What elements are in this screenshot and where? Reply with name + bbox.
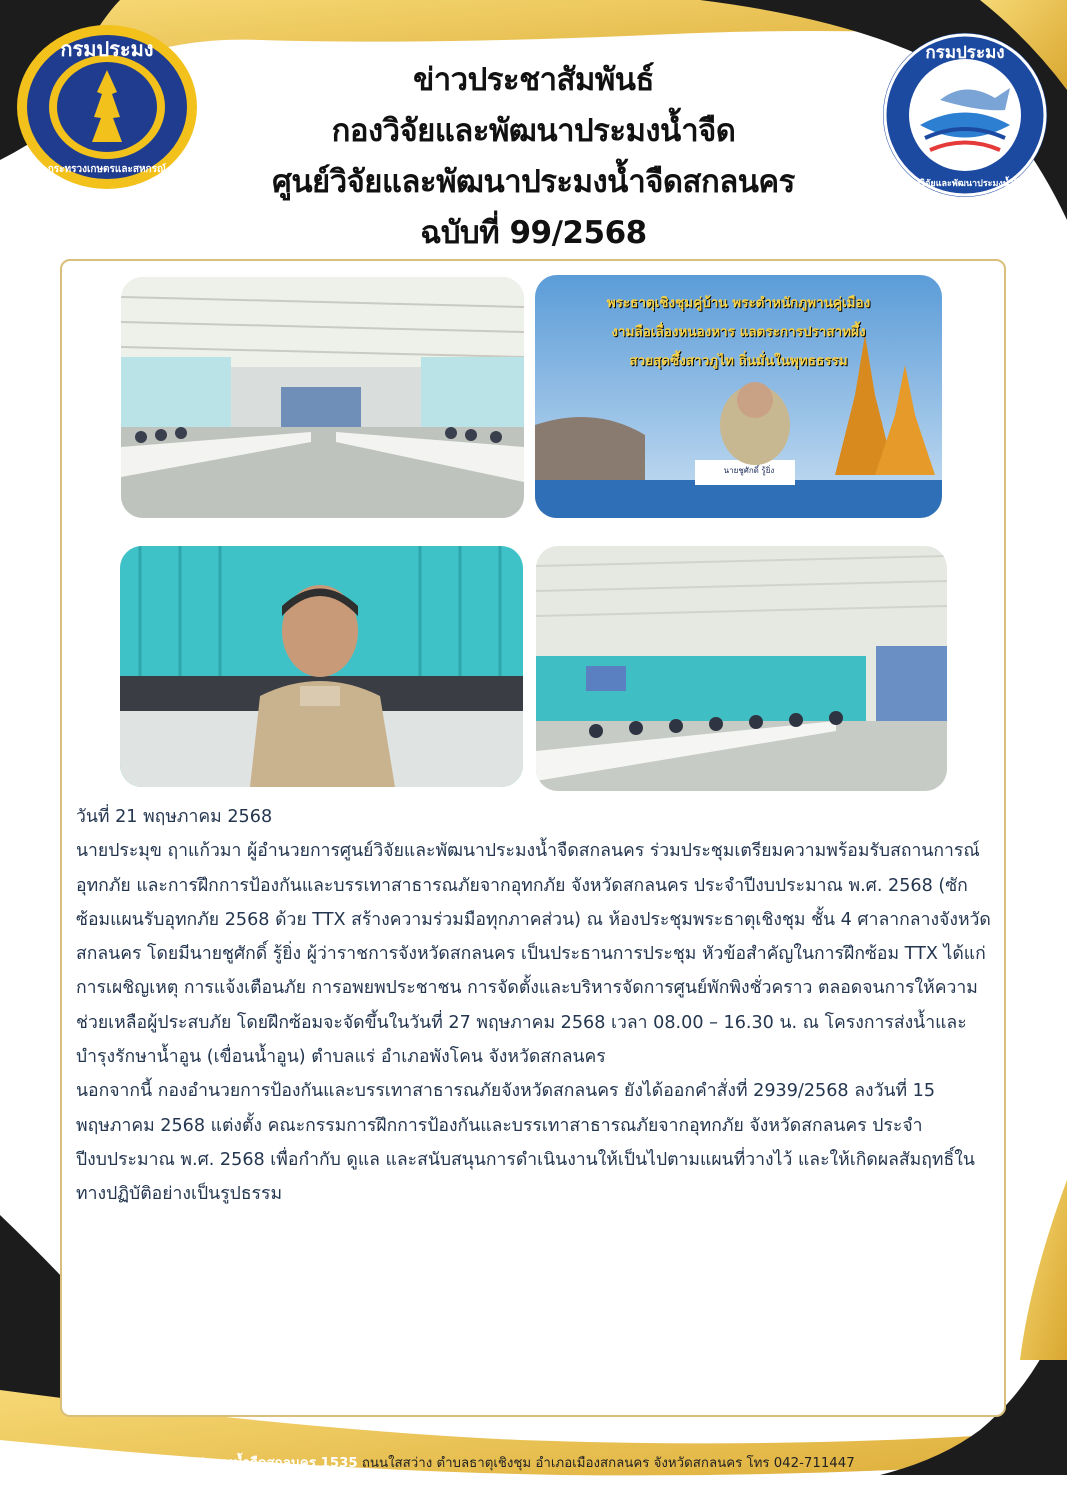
article-paragraph: นอกจากนี้ กองอำนวยการป้องกันและบรรเทาสาธารณภัยจังหวัดสกลนคร ยังได้ออกคำสั่งที่ 2939/2568 ลงวันที่ 15 พฤษภาคม 2568 แต่งตั้ง คณะกรรมการฝึกการป้องกันและบรรเทาสาธารณภัยจากอุทกภัย จังหวัดสกลนคร ประจำปีงบประมาณ พ.ศ. 2568 เพื่อกำกับ ดูแล และสนับสนุนการดำเนินงานให้เป็นไปตามแผนที่วางไว้ และให้เกิดผลสัมฤทธิ์ในทางปฏิบัติอย่างเป็นรูปธรรม xyxy=(76,1081,975,1205)
fisheries-department-seal-logo xyxy=(12,22,202,192)
svg-text:นายชูศักดิ์ รู้ยิ่ง: นายชูศักดิ์ รู้ยิ่ง xyxy=(723,466,775,475)
banner-line: งามลือเลื่องหนองหาร แลตระการปราสาทผึ้ง xyxy=(611,324,866,340)
banner-line: พระธาตุเชิงชุมคู่บ้าน พระตำหนักภูพานคู่เมือง xyxy=(606,295,871,311)
header-title-line: กองวิจัยและพัฒนาประมงน้ำจืด xyxy=(331,113,736,149)
meeting-participants-photo xyxy=(536,546,947,791)
header-title-line: ข่าวประชาสัมพันธ์ xyxy=(413,62,654,98)
svg-text:กรมประมง: กรมประมง xyxy=(60,37,154,61)
article-body xyxy=(76,800,1001,1212)
header-issue-number: ฉบับที่ 99/2568 xyxy=(420,215,647,251)
footer-address-text: ถนนใสสว่าง ตำบลธาตุเชิงชุม อำเภอเมืองสกลนคร จังหวัดสกลนคร โทร 042-711447 xyxy=(357,1456,855,1471)
meeting-room-photo xyxy=(121,277,524,518)
footer-address xyxy=(86,1452,1046,1473)
slogan-banner xyxy=(535,289,942,376)
svg-text:กองวิจัยและพัฒนาประมงน้ำจืด: กองวิจัยและพัฒนาประมงน้ำจืด xyxy=(904,179,1026,189)
article-date: วันที่ 21 พฤษภาคม 2568 xyxy=(76,807,273,827)
governor-presiding-photo xyxy=(535,275,942,518)
director-portrait-photo xyxy=(120,546,523,787)
svg-text:กระทรวงเกษตรและสหกรณ์: กระทรวงเกษตรและสหกรณ์ xyxy=(47,164,167,175)
footer-org: ศูนย์วิจัยและพัฒนาประมงน้ำจืดสกลนคร 1535 xyxy=(86,1456,358,1471)
svg-text:กรมประมง: กรมประมง xyxy=(925,43,1005,63)
article-paragraph: นายประมุข ฤาแก้วมา ผู้อำนวยการศูนย์วิจัยและพัฒนาประมงน้ำจืดสกลนคร ร่วมประชุมเตรียมความพร้อมรับสถานการณ์อุทกภัย และการฝึกการป้องกันและบรรเทาสาธารณภัยจากอุทกภัย จังหวัดสกลนคร ประจำปีงบประมาณ พ.ศ. 2568 (ซักซ้อมแผนรับอุทกภัย 2568 ด้วย TTX สร้างความร่วมมือทุกภาคส่วน) ณ ห้องประชุมพระธาตุเชิงชุม ชั้น 4 ศาลากลางจังหวัดสกลนคร โดยมีนายชูศักดิ์ รู้ยิ่ง ผู้ว่าราชการจังหวัดสกลนคร เป็นประธานการประชุม หัวข้อสำคัญในการฝึกซ้อม TTX ได้แก่ การเผชิญเหตุ การแจ้งเตือนภัย การอพยพประชาชน การจัดตั้งและบริหารจัดการศูนย์พักพิงชั่วคราว ตลอดจนการให้ความช่วยเหลือผู้ประสบภัย โดยฝึกซ้อมจะจัดขึ้นในวันที่ 27 พฤษภาคม 2568 เวลา 08.00 – 16.30 น. ณ โครงการส่งน้ำและบำรุงรักษาน้ำอูน (เขื่อนน้ำอูน) ตำบลแร่ อำเภอพังโคน จังหวัดสกลนคร xyxy=(76,841,991,1068)
freshwater-fisheries-division-logo xyxy=(870,30,1060,200)
banner-line: สวยสุดซึ้งสาวภูไท ถิ่นมั่นในพุทธธรรม xyxy=(629,353,848,369)
news-header xyxy=(180,55,887,259)
header-title-line: ศูนย์วิจัยและพัฒนาประมงน้ำจืดสกลนคร xyxy=(272,164,795,200)
